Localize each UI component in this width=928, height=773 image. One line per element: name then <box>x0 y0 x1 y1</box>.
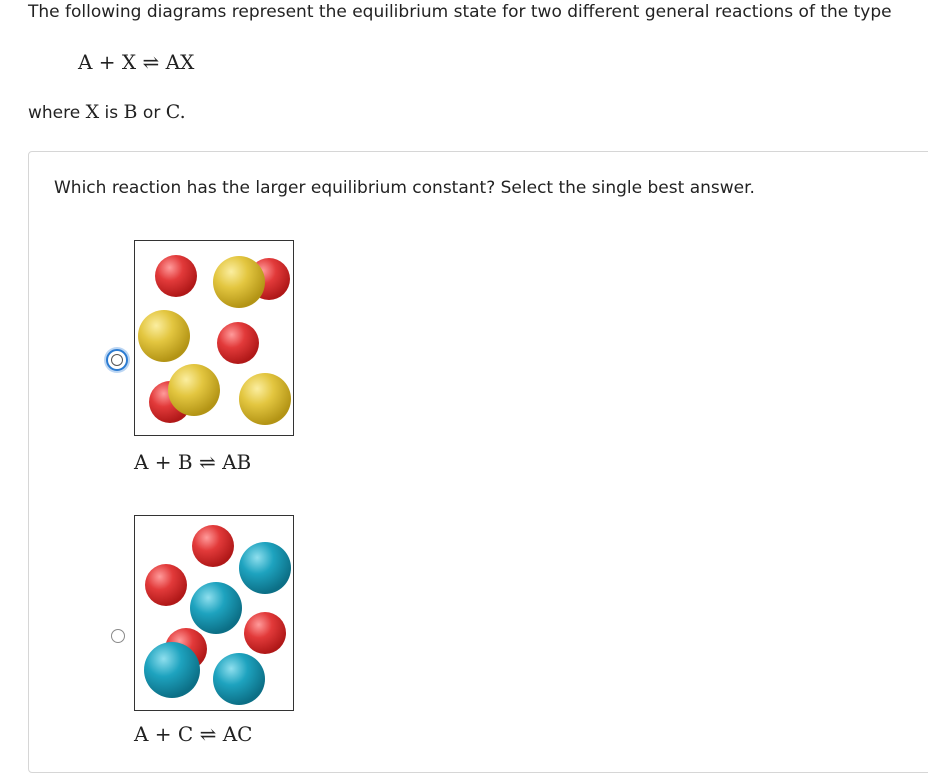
option-ac-label <box>134 722 252 746</box>
equation-reactants: A + X <box>78 50 137 74</box>
question-text: Which reaction has the larger equilibrium constant? Select the single best answer. <box>54 178 755 198</box>
molecule-ac-c <box>144 642 200 698</box>
particle-c <box>190 582 242 634</box>
ab-particles <box>135 241 295 437</box>
where-line <box>28 101 186 123</box>
option-ab-radio[interactable] <box>106 349 128 371</box>
where-opt1: B <box>123 101 138 123</box>
where-conj: or <box>137 103 166 123</box>
particle-a <box>244 612 286 654</box>
option-ac-radio[interactable] <box>111 629 125 643</box>
option-ac-diagram[interactable] <box>134 515 294 711</box>
where-mid: is <box>99 103 124 123</box>
equation-product: AX <box>165 50 195 74</box>
where-opt2: C. <box>165 101 186 123</box>
particle-a <box>145 564 187 606</box>
particle-c <box>213 653 265 705</box>
particle-a <box>155 255 197 297</box>
ab-reactants: A + B <box>134 450 193 474</box>
particle-c <box>239 542 291 594</box>
ab-product: AB <box>222 450 252 474</box>
particle-b <box>138 310 190 362</box>
ac-particles <box>135 516 295 712</box>
where-prefix: where <box>28 103 86 123</box>
option-ab-label <box>134 450 251 474</box>
particle-b <box>239 373 291 425</box>
molecule-ab-b <box>168 364 220 416</box>
equilibrium-arrow-icon: ⇌ <box>142 50 160 74</box>
particle-a <box>192 525 234 567</box>
ac-reactants: A + C <box>134 722 194 746</box>
molecule-ab-b <box>213 256 265 308</box>
general-equation <box>78 50 194 74</box>
ac-product: AC <box>222 722 253 746</box>
where-var: X <box>85 101 100 123</box>
equilibrium-arrow-icon: ⇌ <box>199 722 217 746</box>
equilibrium-arrow-icon: ⇌ <box>198 450 216 474</box>
option-ab-diagram[interactable] <box>134 240 294 436</box>
particle-a <box>217 322 259 364</box>
intro-text: The following diagrams represent the equilibrium state for two different general reactions of the type <box>28 2 892 22</box>
